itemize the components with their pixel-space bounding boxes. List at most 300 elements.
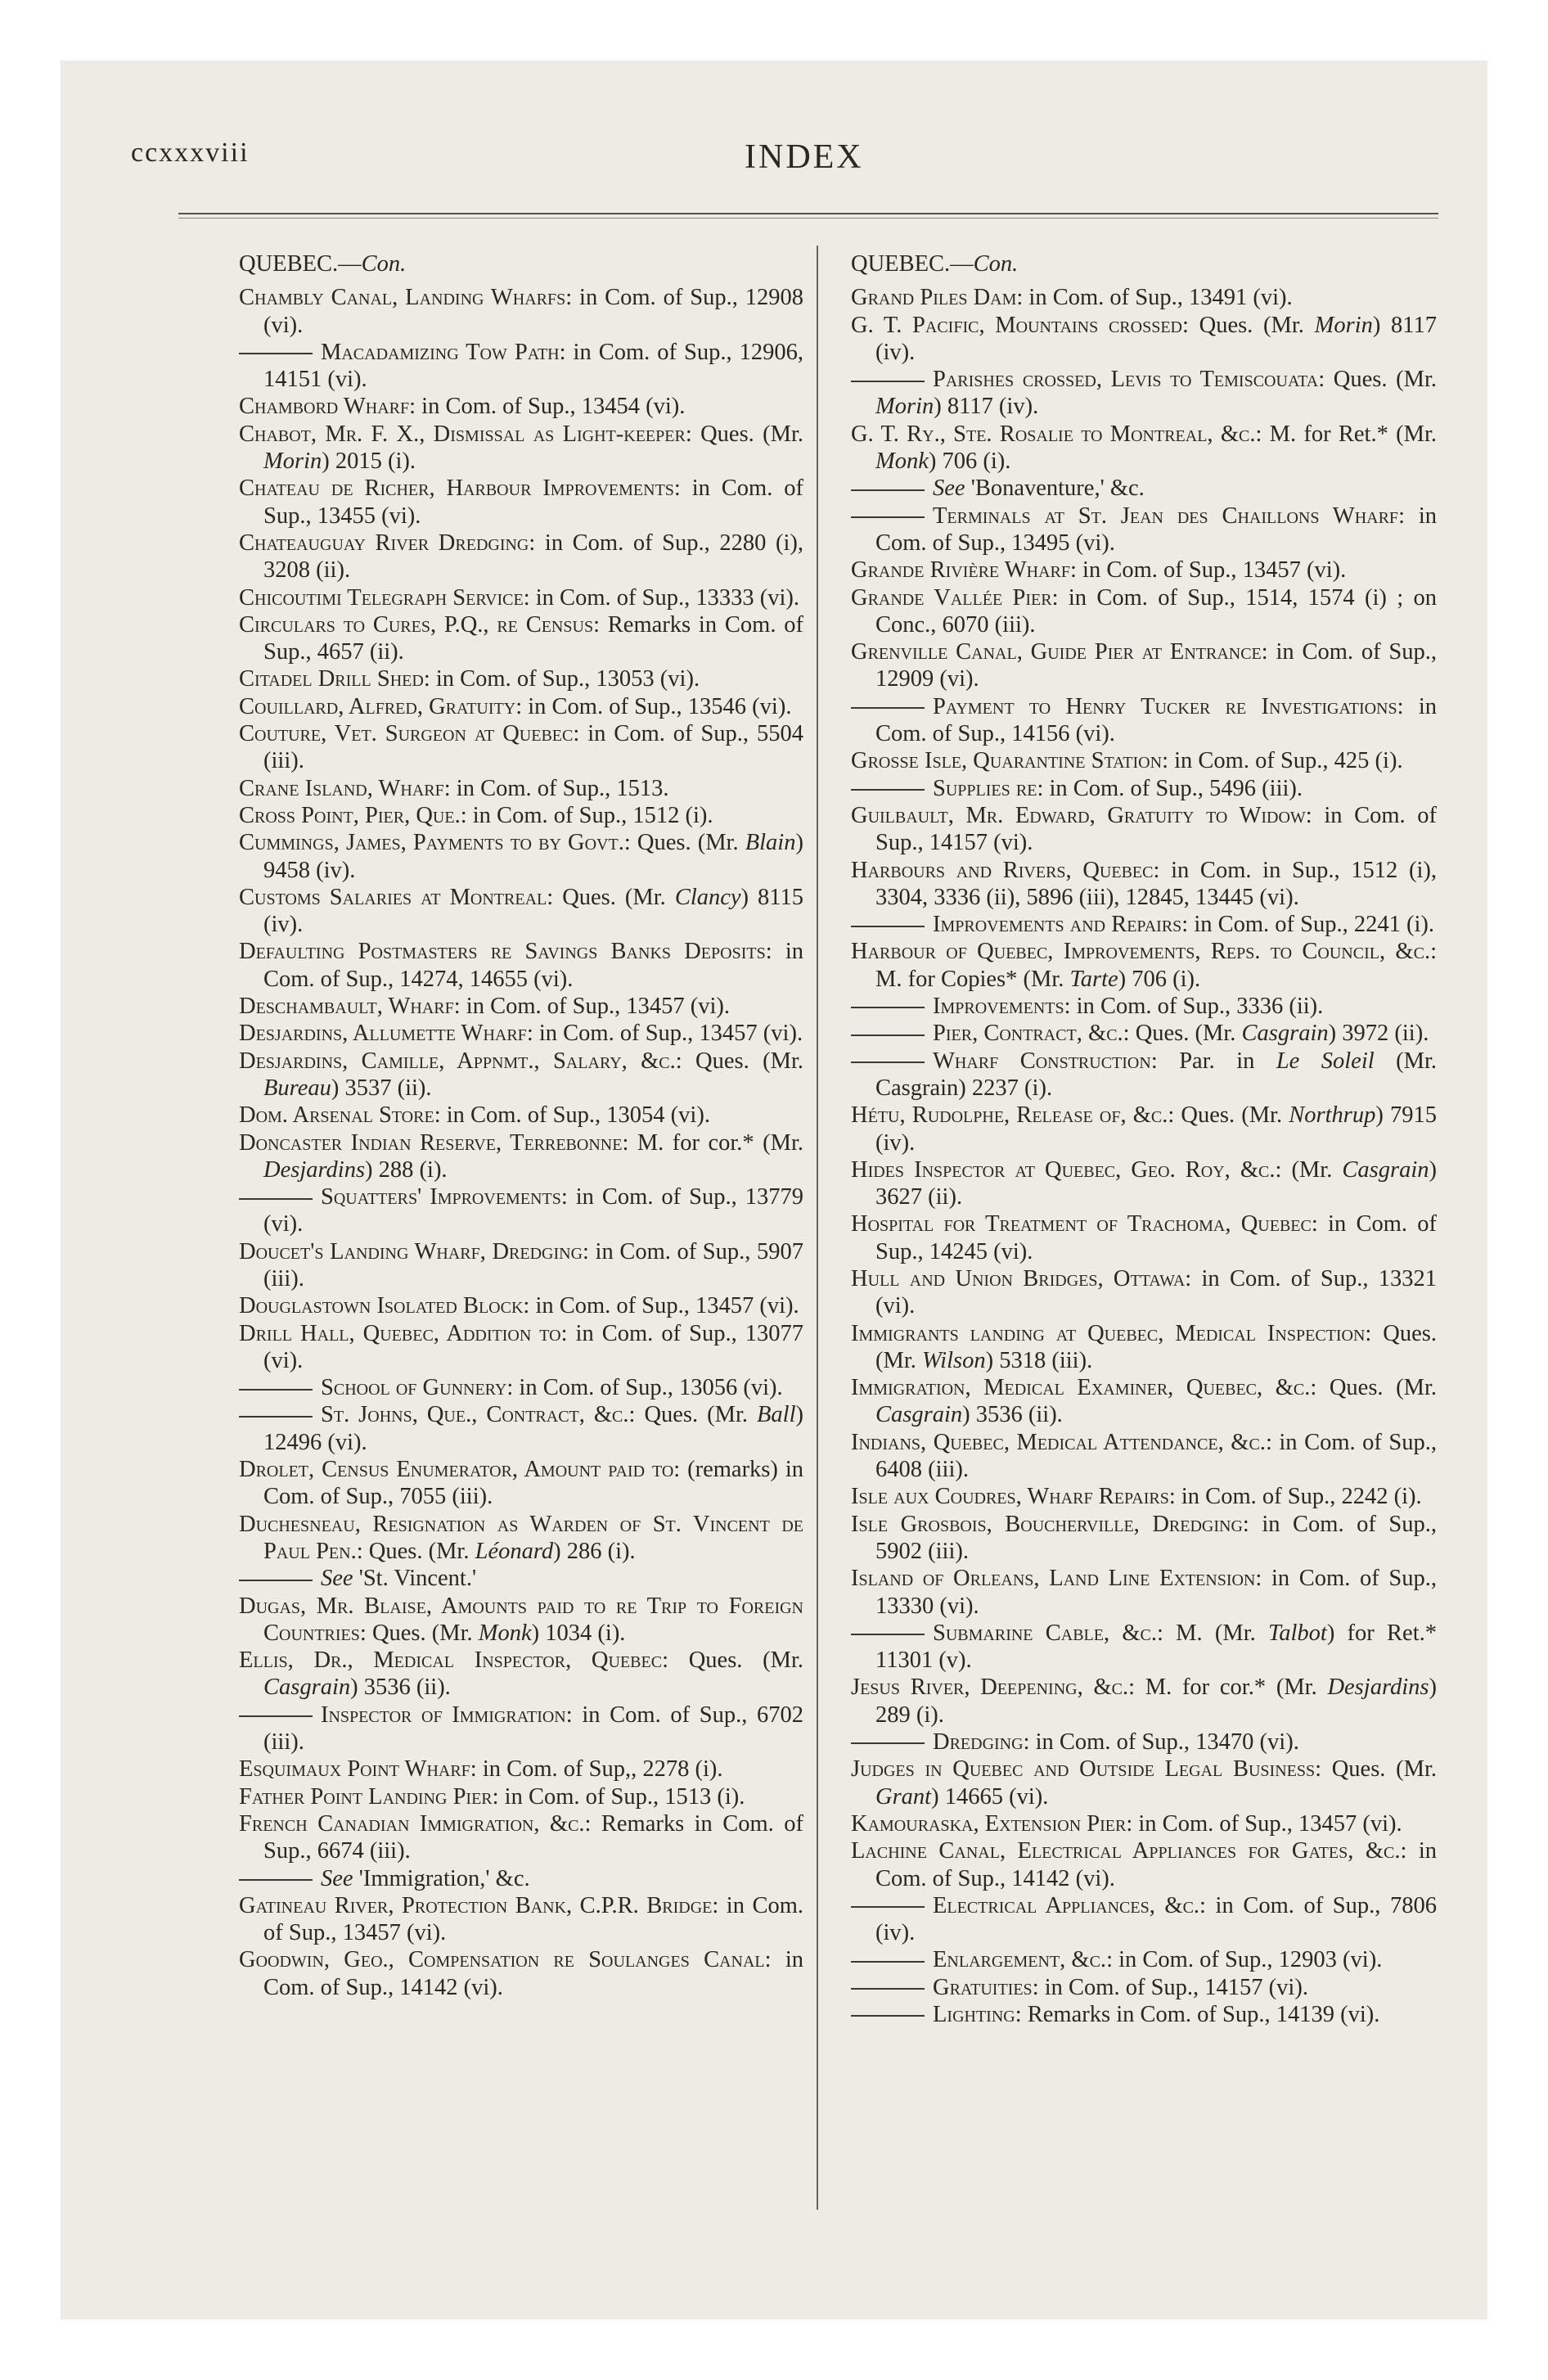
entry-heading: Indians, Quebec, Medical Attendance, &c. [851, 1429, 1266, 1455]
left-column-heading [239, 250, 803, 277]
index-entry [239, 393, 803, 420]
member-name: Clancy [674, 884, 741, 910]
entry-heading: Drill Hall, Quebec, Addition to [239, 1320, 561, 1346]
member-name: Casgrain [1342, 1156, 1429, 1183]
entry-reference: : in Com. of Sup., 13457 (vi). [1070, 557, 1347, 584]
index-subentry [851, 1020, 1437, 1047]
entry-reference: : in Com. of Sup., 13457 (vi). [526, 1021, 803, 1047]
see-reference: See [321, 1865, 353, 1891]
entry-reference: : M. for Copies* (Mr. [875, 939, 1437, 992]
index-entry [851, 557, 1437, 584]
ditto-dash [239, 1580, 313, 1581]
entry-heading: Dom. Arsenal Store [239, 1102, 434, 1129]
index-subentry [851, 1048, 1437, 1102]
header-rule-thin [178, 218, 1438, 219]
see-reference: See [321, 1566, 353, 1592]
entry-reference: : Ques. (Mr. [547, 884, 675, 910]
member-name: Morin [1314, 312, 1373, 338]
entry-reference: : in Com. of Sup., 14245 (vi). [875, 1211, 1437, 1264]
ditto-dash [239, 353, 313, 354]
entry-page-ref: ) 3537 (ii). [331, 1075, 432, 1101]
entry-heading: Isle aux Coudres, Wharf Repairs [851, 1484, 1169, 1510]
entry-reference: : in Com. of Sup., 5504 (iii). [263, 721, 803, 774]
entry-reference: : in Com. of Sup., 13454 (vi). [409, 394, 686, 420]
member-name: Wilson [922, 1347, 986, 1373]
entry-heading: Grande Vallée Pier [851, 584, 1052, 611]
index-subentry [851, 503, 1437, 557]
entry-reference: : in Com. of Sup., 13457 (vi). [523, 1293, 799, 1319]
member-name: Casgrain [875, 1402, 963, 1428]
ditto-dash [239, 1416, 313, 1418]
index-entry [239, 1756, 803, 1783]
entry-heading: Inspector of Immigration [321, 1702, 566, 1728]
index-entry [239, 1238, 803, 1293]
entry-reference: : Ques. (Mr. [875, 1320, 1437, 1373]
entry-heading: Parishes crossed, Levis to Temiscouata [933, 367, 1319, 393]
entry-heading: Customs Salaries at Montreal [239, 884, 547, 910]
member-name: Tarte [1069, 966, 1118, 992]
entry-heading: Couture, Vet. Surgeon at Quebec [239, 721, 574, 747]
ditto-dash [851, 926, 925, 927]
member-name: Le Soleil [1276, 1048, 1375, 1074]
entry-page-ref: ) 706 (i). [1118, 966, 1201, 992]
ditto-dash [239, 1879, 313, 1881]
entry-heading: Crane Island, Wharf [239, 775, 444, 801]
index-subentry [851, 1892, 1437, 1947]
entry-heading: Cummings, James, Payments to by Govt. [239, 830, 624, 856]
index-subentry [239, 1702, 803, 1756]
entry-heading: Desjardins, Camille, Appnmt., Salary, &c. [239, 1048, 676, 1074]
index-entry [239, 611, 803, 666]
entry-reference: : (Mr. [1275, 1156, 1343, 1183]
index-subentry [851, 2001, 1437, 2028]
entry-reference: : in Com. of Sup., 13333 (vi). [523, 584, 799, 611]
entry-heading: Chateau de Richer, Harbour Improvements [239, 476, 674, 502]
entry-heading: Circulars to Cures, P.Q., re Census [239, 611, 594, 638]
entry-reference: : in Com. of Sup., 2242 (i). [1168, 1484, 1422, 1510]
entry-page-ref: ) 286 (i). [553, 1538, 636, 1564]
ditto-dash [851, 1742, 925, 1744]
index-subentry [851, 366, 1437, 421]
entry-reference: : in Com. of Sup., 1513 (i). [492, 1783, 745, 1810]
index-entry [239, 802, 803, 829]
entry-reference: : in Com. of Sup., 13457 (vi). [263, 1892, 803, 1946]
entry-heading: Chateauguay River Dredging [239, 530, 529, 556]
entry-heading: Wharf Construction [933, 1048, 1151, 1074]
entry-reference: : in Com. of Sup., 13457 (vi). [453, 994, 731, 1020]
index-entry [239, 475, 803, 530]
entry-heading: Gatineau River, Protection Bank, C.P.R. Bridge [239, 1892, 713, 1918]
entry-heading: School of Gunnery [321, 1375, 507, 1401]
index-entry [239, 775, 803, 802]
entry-heading: St. Johns, Que., Contract, &c. [321, 1402, 629, 1428]
index-entry [239, 829, 803, 884]
member-name: Desjardins [1327, 1675, 1429, 1701]
entry-page-ref: ) 3627 (ii). [875, 1156, 1437, 1210]
entry-heading: Lachine Canal, Electrical Appliances for Gates, &c. [851, 1838, 1401, 1864]
entry-heading: Island of Orleans, Land Line Extension [851, 1566, 1256, 1592]
index-subentry [851, 475, 1437, 502]
entry-reference: : in Com. of Sup., 12906, 14151 (vi). [263, 339, 803, 393]
index-entry [851, 421, 1437, 476]
entry-page-ref: ) 1034 (i). [531, 1620, 626, 1646]
entry-reference: : Remarks in Com. of Sup., 6674 (iii). [263, 1810, 803, 1864]
left-entry-list [239, 284, 803, 2001]
index-entry [851, 1429, 1437, 1484]
entry-reference: : Ques. (Mr. [1181, 312, 1315, 338]
entry-heading: Deschambault, Wharf [239, 994, 454, 1020]
index-subentry [851, 1729, 1437, 1756]
entry-reference: : in Com. of Sup., 13054 (vi). [434, 1102, 710, 1129]
entry-heading: Harbour of Quebec, Improvements, Reps. to Council, &c. [851, 939, 1431, 965]
index-entry [851, 1565, 1437, 1620]
entry-reference: : in Com. of Sup., 1512 (i). [460, 802, 713, 828]
index-subentry [239, 1374, 803, 1401]
entry-heading: Isle Grosbois, Boucherville, Dredging [851, 1511, 1243, 1537]
index-entry [239, 584, 803, 611]
right-column [851, 250, 1437, 2028]
index-entry [239, 284, 803, 339]
index-subentry [851, 693, 1437, 748]
entry-reference: : in Com. of Sup., 14142 (vi). [263, 1947, 803, 2000]
entry-reference: : Remarks in Com. of Sup., 4657 (ii). [263, 611, 803, 665]
entry-reference: : in Com. of Sup., 7806 (iv). [875, 1892, 1437, 1946]
entry-heading: Doncaster Indian Reserve, Terrebonne [239, 1129, 623, 1156]
ditto-dash [851, 1062, 925, 1063]
index-entry [239, 993, 803, 1020]
entry-heading: G. T. Ry., Ste. Rosalie to Montreal, &c. [851, 421, 1256, 447]
entry-heading: Immigration, Medical Examiner, Quebec, &c. [851, 1375, 1311, 1401]
entry-reference: : in Com. of Sup., 3336 (ii). [1064, 994, 1324, 1020]
entry-page-ref: ) 288 (i). [365, 1156, 448, 1183]
index-entry [851, 1265, 1437, 1320]
entry-heading: Harbours and Rivers, Quebec [851, 857, 1154, 883]
entry-page-ref: ) 3536 (ii). [350, 1675, 451, 1701]
ditto-dash [851, 489, 925, 491]
entry-heading: Submarine Cable, &c. [933, 1620, 1157, 1646]
index-entry [239, 421, 803, 476]
entry-reference: : Par. in [1150, 1048, 1276, 1074]
index-entry [851, 1320, 1437, 1375]
entry-heading: Drolet, Census Enumerator, Amount paid to [239, 1457, 674, 1483]
entry-reference: : in Com. of Sup., 14156 (vi). [875, 693, 1438, 747]
index-entry [851, 284, 1437, 311]
index-entry [851, 1102, 1437, 1156]
header-rule [178, 213, 1438, 214]
index-entry [851, 1374, 1437, 1429]
entry-page-ref: ) 706 (i). [928, 449, 1011, 475]
member-name: Northrup [1289, 1102, 1376, 1129]
entry-reference: : in Com. of Sup., 13491 (vi). [1016, 285, 1293, 311]
member-name: Morin [263, 449, 322, 475]
index-entry [851, 312, 1437, 367]
entry-heading: Enlargement, &c. [933, 1947, 1107, 1973]
entry-reference: : Ques. (Mr. [1123, 1021, 1242, 1047]
entry-heading: Dredging [933, 1729, 1024, 1756]
index-subentry [239, 1401, 803, 1456]
heading-continued: Con. [973, 251, 1019, 277]
entry-reference: : in Com. of Sup., 5902 (iii). [875, 1511, 1438, 1564]
entry-heading: Immigrants landing at Quebec, Medical Inspection [851, 1320, 1366, 1346]
ditto-dash [851, 789, 925, 791]
entry-page-ref: ) 289 (i). [875, 1675, 1437, 1728]
entry-reference: : in Com. of Sup., 6408 (iii). [875, 1429, 1437, 1483]
index-subentry [851, 1620, 1437, 1675]
index-entry [851, 1674, 1437, 1729]
entry-reference: : in Com. of Sup., 13056 (vi). [506, 1375, 783, 1401]
member-name: Blain [745, 830, 796, 856]
entry-reference: : in Com. of Sup., 12908 (vi). [263, 285, 803, 338]
entry-heading: Chambly Canal, Landing Wharfs [239, 285, 566, 311]
ditto-dash [851, 2015, 925, 2017]
left-column [239, 250, 803, 2001]
entry-page-ref: ) 14665 (vi). [931, 1783, 1049, 1810]
entry-reference: : in Com. of Sup., 1513. [443, 775, 669, 801]
entry-reference: : in Com. of Sup., 13321 (vi). [875, 1265, 1437, 1319]
entry-page-ref: ) 3972 (ii). [1328, 1021, 1429, 1047]
entry-reference: : in Com. of Sup., 13053 (vi). [423, 666, 700, 692]
member-name: Talbot [1268, 1620, 1327, 1646]
entry-heading: Hull and Union Bridges, Ottawa [851, 1265, 1186, 1291]
index-entry [851, 1210, 1437, 1265]
entry-reference: : in Com. of Sup., 2241 (i). [1181, 912, 1435, 938]
entry-reference: : Ques. (Mr. [662, 1648, 803, 1674]
ditto-dash [851, 1906, 925, 1908]
index-subentry [239, 1183, 803, 1238]
entry-reference: : M. for Ret.* (Mr. [1255, 421, 1437, 447]
entry-reference: : Ques. (Mr. [1310, 1375, 1437, 1401]
entry-heading: Chabot, Mr. F. X., Dismissal as Light-keeper [239, 421, 686, 447]
index-entry [239, 665, 803, 692]
entry-heading: Defaulting Postmasters re Savings Banks Deposits [239, 939, 766, 965]
index-entry [239, 1892, 803, 1947]
entry-heading: Pier, Contract, &c. [933, 1021, 1123, 1047]
entry-page-ref: ) 12496 (vi). [263, 1402, 803, 1455]
entry-heading: Lighting [933, 2002, 1015, 2027]
page-folio: ccxxxviii [131, 137, 250, 168]
index-entry [851, 1483, 1437, 1510]
entry-page-ref: (Mr. Casgrain) 2237 (i). [875, 1048, 1437, 1101]
entry-reference: : Ques. (Mr. [685, 421, 803, 447]
member-name: Casgrain [1241, 1021, 1329, 1047]
index-entry [239, 1810, 803, 1865]
ditto-dash [851, 1988, 925, 1990]
entry-reference: : M. for cor.* (Mr. [1128, 1675, 1328, 1701]
entry-reference: : Ques. (Mr. [1318, 367, 1437, 393]
index-entry [851, 938, 1437, 993]
entry-page-ref: ) 8117 (iv). [875, 312, 1438, 365]
entry-page-ref: ) 8115 (iv). [263, 884, 804, 938]
index-entry [851, 1810, 1437, 1837]
index-entry [851, 857, 1437, 912]
index-entry [239, 938, 803, 993]
entry-reference: : Ques. (Mr. [623, 830, 745, 856]
index-entry [239, 1946, 803, 2001]
ditto-dash [239, 1389, 313, 1391]
entry-reference: : in Com. of Sup., 14142 (vi). [875, 1838, 1438, 1891]
entry-heading: Improvements and Repairs [933, 912, 1182, 938]
index-entry [239, 1456, 803, 1511]
index-entry [851, 584, 1437, 639]
entry-heading: Hospital for Treatment of Trachoma, Quebec [851, 1211, 1312, 1237]
entry-reference: : in Com. of Sup., 12909 (vi). [875, 639, 1437, 692]
entry-heading: Grande Rivière Wharf [851, 557, 1070, 584]
ditto-dash [851, 1634, 925, 1635]
heading-continued: Con. [361, 251, 407, 277]
right-column-heading [851, 250, 1437, 277]
entry-reference: : in Com. of Sup., 12903 (vi). [1106, 1947, 1383, 1973]
see-reference: See [933, 476, 965, 502]
page-title: INDEX [745, 138, 864, 176]
ditto-dash [851, 516, 925, 518]
entry-reference: : in Com. of Sup., 5907 (iii). [263, 1238, 804, 1291]
entry-heading: Chicoutimi Telegraph Service [239, 584, 524, 611]
entry-heading: Grand Piles Dam [851, 285, 1017, 311]
member-name: Bureau [263, 1075, 331, 1101]
entry-reference: : Ques. (Mr. [1168, 1102, 1289, 1129]
index-entry [851, 1756, 1437, 1810]
index-entry [239, 720, 803, 775]
ditto-dash [239, 1198, 313, 1200]
entry-reference: : in Com. of Sup., 14157 (vi). [875, 802, 1437, 856]
ditto-dash [851, 707, 925, 709]
entry-reference: : in Com. of Sup., 13330 (vi). [875, 1566, 1437, 1619]
entry-heading: Judges in Quebec and Outside Legal Business [851, 1756, 1316, 1783]
entry-reference: : in Com. of Sup., 13495 (vi). [875, 503, 1437, 556]
entry-heading: Cross Point, Pier, Que. [239, 802, 461, 828]
member-name: Léonard [475, 1538, 554, 1564]
member-name: Casgrain [263, 1675, 351, 1701]
entry-heading: Kamouraska, Extension Pier [851, 1810, 1127, 1837]
index-entry [239, 1783, 803, 1810]
entry-heading: Dugas, Mr. Blaise, Amounts paid to re Trip to Foreign Countries [239, 1593, 803, 1646]
index-entry [851, 747, 1437, 774]
entry-page-ref: ) 8117 (iv). [934, 394, 1039, 420]
entry-heading: Gratuities [933, 1974, 1033, 2000]
entry-reference: 'St. Vincent.' [353, 1566, 477, 1592]
index-entry [851, 1156, 1437, 1211]
index-subentry [851, 1946, 1437, 1973]
index-subentry [239, 339, 803, 394]
member-name: Morin [875, 394, 934, 420]
index-entry [239, 530, 803, 584]
entry-page-ref: ) for Ret.* 11301 (v). [875, 1620, 1437, 1674]
index-entry [239, 1048, 803, 1102]
entry-reference: : in Com. of Sup., 13077 (vi). [263, 1320, 803, 1373]
ditto-dash [851, 1034, 925, 1036]
entry-reference: : Ques. (Mr. [359, 1620, 479, 1646]
entry-reference: : in Com. of Sup., 13455 (vi). [263, 476, 803, 529]
entry-reference: : in Com. of Sup., 2280 (i), 3208 (ii). [263, 530, 803, 584]
entry-heading: Couillard, Alfred, Gratuity [239, 693, 516, 719]
index-entry [239, 1320, 803, 1375]
index-entry [851, 638, 1437, 693]
entry-reference: : in Com. of Sup., 425 (i). [1162, 748, 1403, 774]
entry-reference: : (remarks) in Com. of Sup., 7055 (iii). [263, 1457, 803, 1510]
entry-reference: : in Com. of Sup., 13470 (vi). [1023, 1729, 1299, 1756]
entry-reference: : Ques. (Mr. [356, 1538, 475, 1564]
index-subentry [851, 1974, 1437, 2001]
entry-reference: : in Com. of Sup,, 2278 (i). [470, 1756, 723, 1783]
ditto-dash [239, 1715, 313, 1717]
ditto-dash [851, 381, 925, 382]
index-subentry [239, 1565, 803, 1592]
entry-reference: : in Com. of Sup., 1514, 1574 (i) ; on Conc., 6070 (iii). [875, 584, 1437, 638]
entry-heading: Electrical Appliances, &c. [933, 1892, 1200, 1918]
entry-heading: Supplies re [933, 775, 1037, 801]
entry-reference: : in Com. of Sup., 5496 (iii). [1037, 775, 1303, 801]
index-entry [239, 693, 803, 720]
entry-heading: Douglastown Isolated Block [239, 1293, 524, 1319]
entry-reference: : in Com. of Sup., 14157 (vi). [1032, 1974, 1308, 2000]
entry-heading: Jesus River, Deepening, &c. [851, 1675, 1129, 1701]
entry-heading: Chambord Wharf [239, 394, 410, 420]
entry-reference: : M. for cor.* (Mr. [622, 1129, 803, 1156]
entry-reference: 'Immigration,' &c. [353, 1865, 530, 1891]
entry-heading: Desjardins, Allumette Wharf [239, 1021, 527, 1047]
entry-heading: Esquimaux Point Wharf [239, 1756, 470, 1783]
member-name: Desjardins [263, 1156, 366, 1183]
entry-reference: : in Com. of Sup., 13546 (vi). [515, 693, 792, 719]
index-entry [239, 1020, 803, 1047]
entry-reference: : Ques. (Mr. [1315, 1756, 1438, 1783]
entry-heading: Citadel Drill Shed [239, 666, 424, 692]
member-name: Ball [757, 1402, 796, 1428]
index-entry [239, 1511, 803, 1566]
entry-reference: : in Com. of Sup., 13457 (vi). [1126, 1810, 1402, 1837]
entry-page-ref: ) 5318 (iii). [985, 1347, 1093, 1373]
entry-heading: Hides Inspector at Quebec, Geo. Roy, &c. [851, 1156, 1276, 1183]
ditto-dash [851, 1961, 925, 1963]
heading-main: QUEBEC.— [239, 251, 362, 277]
ditto-dash [851, 1007, 925, 1008]
index-entry [239, 1292, 803, 1319]
index-entry [851, 802, 1437, 857]
entry-heading: Improvements [933, 994, 1064, 1020]
entry-heading: Macadamizing Tow Path [321, 339, 560, 365]
member-name: Monk [875, 449, 929, 475]
entry-reference: : Ques. (Mr. [628, 1402, 757, 1428]
entry-page-ref: ) 3536 (ii). [962, 1402, 1063, 1428]
entry-heading: Goodwin, Geo., Compensation re Soulanges Canal [239, 1947, 765, 1973]
entry-reference: 'Bonaventure,' &c. [965, 476, 1145, 502]
entry-reference: : in Com. in Sup., 1512 (i), 3304, 3336 (ii), 5896 (iii), 12845, 13445 (vi). [875, 857, 1437, 910]
entry-heading: Payment to Henry Tucker re Investigations [933, 693, 1397, 719]
entry-heading: Father Point Landing Pier [239, 1783, 493, 1810]
entry-heading: Hétu, Rudolphe, Release of, &c. [851, 1102, 1168, 1129]
entry-heading: French Canadian Immigration, &c. [239, 1810, 585, 1837]
heading-main: QUEBEC.— [851, 251, 974, 277]
entry-heading: Duchesneau, Resignation as Warden of St. Vincent de Paul Pen. [239, 1511, 803, 1564]
entry-page-ref: ) 7915 (iv). [875, 1102, 1437, 1156]
running-header [131, 137, 867, 178]
entry-reference: : in Com. of Sup., 13779 (vi). [263, 1184, 803, 1237]
entry-heading: G. T. Pacific, Mountains crossed [851, 312, 1182, 338]
entry-heading: Ellis, Dr., Medical Inspector, Quebec [239, 1648, 663, 1674]
index-entry [239, 1593, 803, 1648]
entry-heading: Terminals at St. Jean des Chaillons Wharf [933, 503, 1399, 529]
entry-reference: : in Com. of Sup., 6702 (iii). [263, 1702, 804, 1756]
column-divider [817, 246, 818, 2210]
index-subentry [239, 1865, 803, 1892]
index-entry [239, 1647, 803, 1702]
entry-heading: Grosse Isle, Quarantine Station [851, 748, 1163, 774]
entry-heading: Squatters' Improvements [321, 1184, 561, 1210]
index-entry [239, 1102, 803, 1129]
entry-reference: : Ques. (Mr. [675, 1048, 803, 1074]
index-entry [851, 1511, 1437, 1566]
entry-heading: Grenville Canal, Guide Pier at Entrance [851, 639, 1262, 665]
